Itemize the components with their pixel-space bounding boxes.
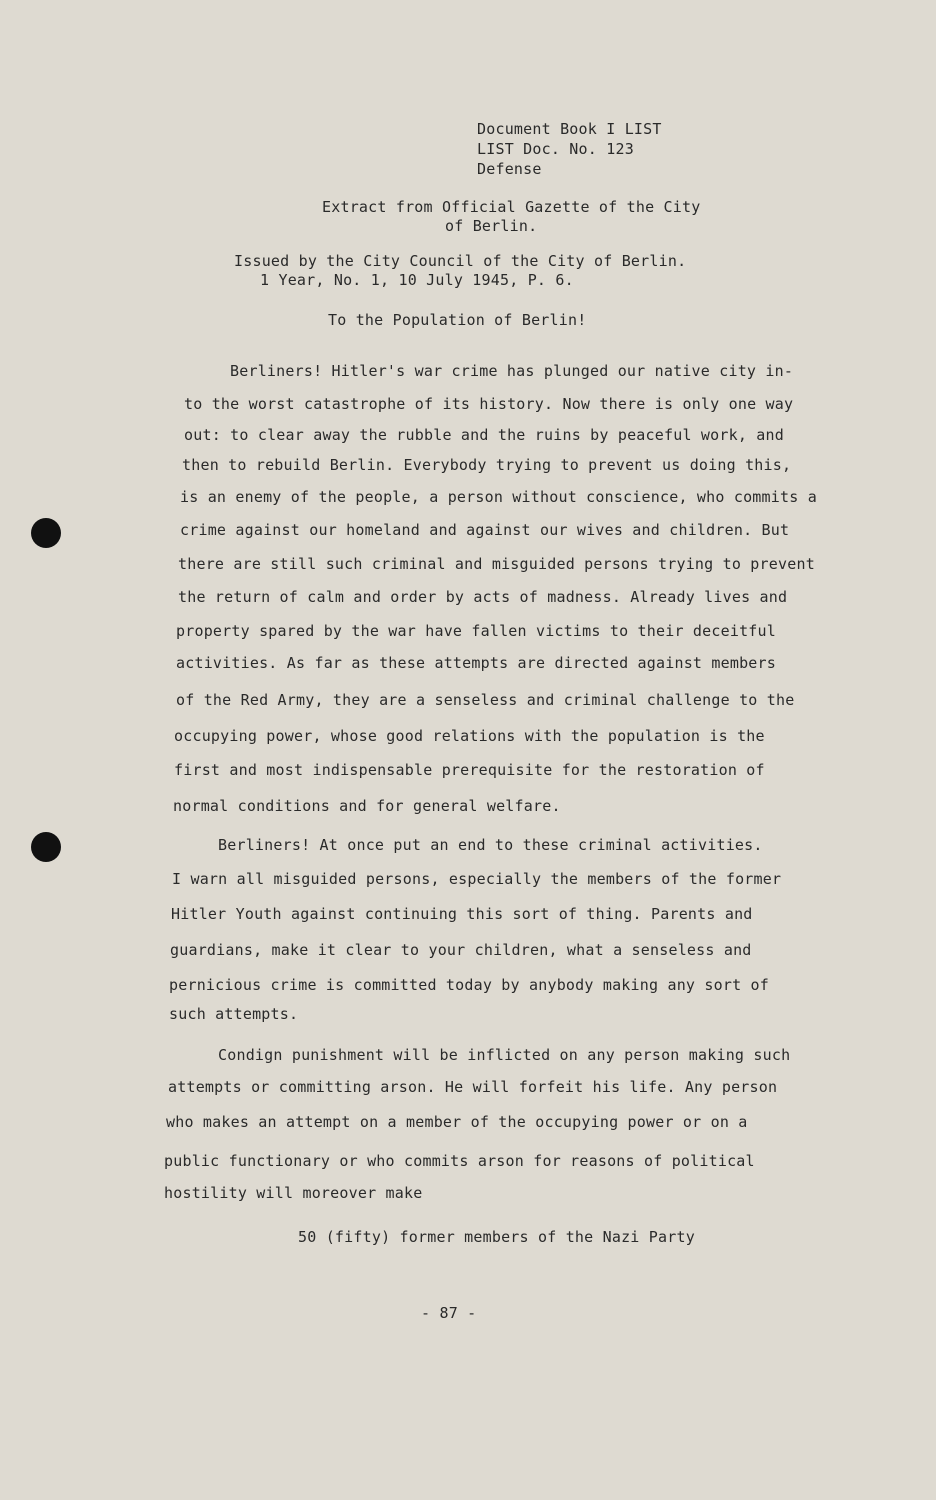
para1-line: activities. As far as these attempts are directed against members bbox=[176, 654, 776, 672]
doc-number: LIST Doc. No. 123 bbox=[477, 140, 634, 158]
para1-line: out: to clear away the rubble and the ruins by peaceful work, and bbox=[184, 426, 784, 444]
doc-book-label: Document Book I LIST bbox=[477, 120, 662, 138]
para3-line: attempts or committing arson. He will forfeit his life. Any person bbox=[168, 1078, 778, 1096]
para2-line: I warn all misguided persons, especially the members of the former bbox=[172, 870, 782, 888]
para1-line: there are still such criminal and misguided persons trying to prevent bbox=[178, 555, 815, 573]
para1-line: crime against our homeland and against our wives and children. But bbox=[180, 521, 790, 539]
para1-line: first and most indispensable prerequisite for the restoration of bbox=[174, 761, 765, 779]
punch-hole-top bbox=[31, 518, 61, 548]
title-line-1: Extract from Official Gazette of the City bbox=[322, 198, 701, 216]
para1-line: property spared by the war have fallen victims to their deceitful bbox=[176, 622, 776, 640]
party-label: Defense bbox=[477, 160, 542, 178]
page-number: - 87 - bbox=[421, 1304, 477, 1322]
para1-line: the return of calm and order by acts of madness. Already lives and bbox=[178, 588, 788, 606]
para2-line: guardians, make it clear to your children, what a senseless and bbox=[170, 941, 752, 959]
para2-line: Hitler Youth against continuing this sort of thing. Parents and bbox=[171, 905, 753, 923]
para3-line: public functionary or who commits arson for reasons of political bbox=[164, 1152, 755, 1170]
para1-line: of the Red Army, they are a senseless and criminal challenge to the bbox=[176, 691, 795, 709]
para1-line: Berliners! Hitler's war crime has plunged our native city in- bbox=[230, 362, 794, 380]
salutation: To the Population of Berlin! bbox=[328, 311, 587, 329]
punch-hole-bottom bbox=[31, 832, 61, 862]
para1-line: is an enemy of the people, a person without conscience, who commits a bbox=[180, 488, 817, 506]
para1-line: to the worst catastrophe of its history. Now there is only one way bbox=[184, 395, 794, 413]
para2-line: pernicious crime is committed today by anybody making any sort of bbox=[169, 976, 769, 994]
issued-line-2: 1 Year, No. 1, 10 July 1945, P. 6. bbox=[260, 271, 574, 289]
para1-line: then to rebuild Berlin. Everybody trying to prevent us doing this, bbox=[182, 456, 792, 474]
para2-line: such attempts. bbox=[169, 1005, 299, 1023]
para3-line: who makes an attempt on a member of the occupying power or on a bbox=[166, 1113, 748, 1131]
closing-line: 50 (fifty) former members of the Nazi Party bbox=[298, 1228, 695, 1246]
para2-line: Berliners! At once put an end to these criminal activities. bbox=[218, 836, 763, 854]
para3-line: hostility will moreover make bbox=[164, 1184, 423, 1202]
para3-line: Condign punishment will be inflicted on any person making such bbox=[218, 1046, 791, 1064]
title-line-2: of Berlin. bbox=[445, 217, 538, 235]
issued-line-1: Issued by the City Council of the City of Berlin. bbox=[234, 252, 687, 270]
para1-line: occupying power, whose good relations with the population is the bbox=[174, 727, 765, 745]
para1-line: normal conditions and for general welfare. bbox=[173, 797, 561, 815]
